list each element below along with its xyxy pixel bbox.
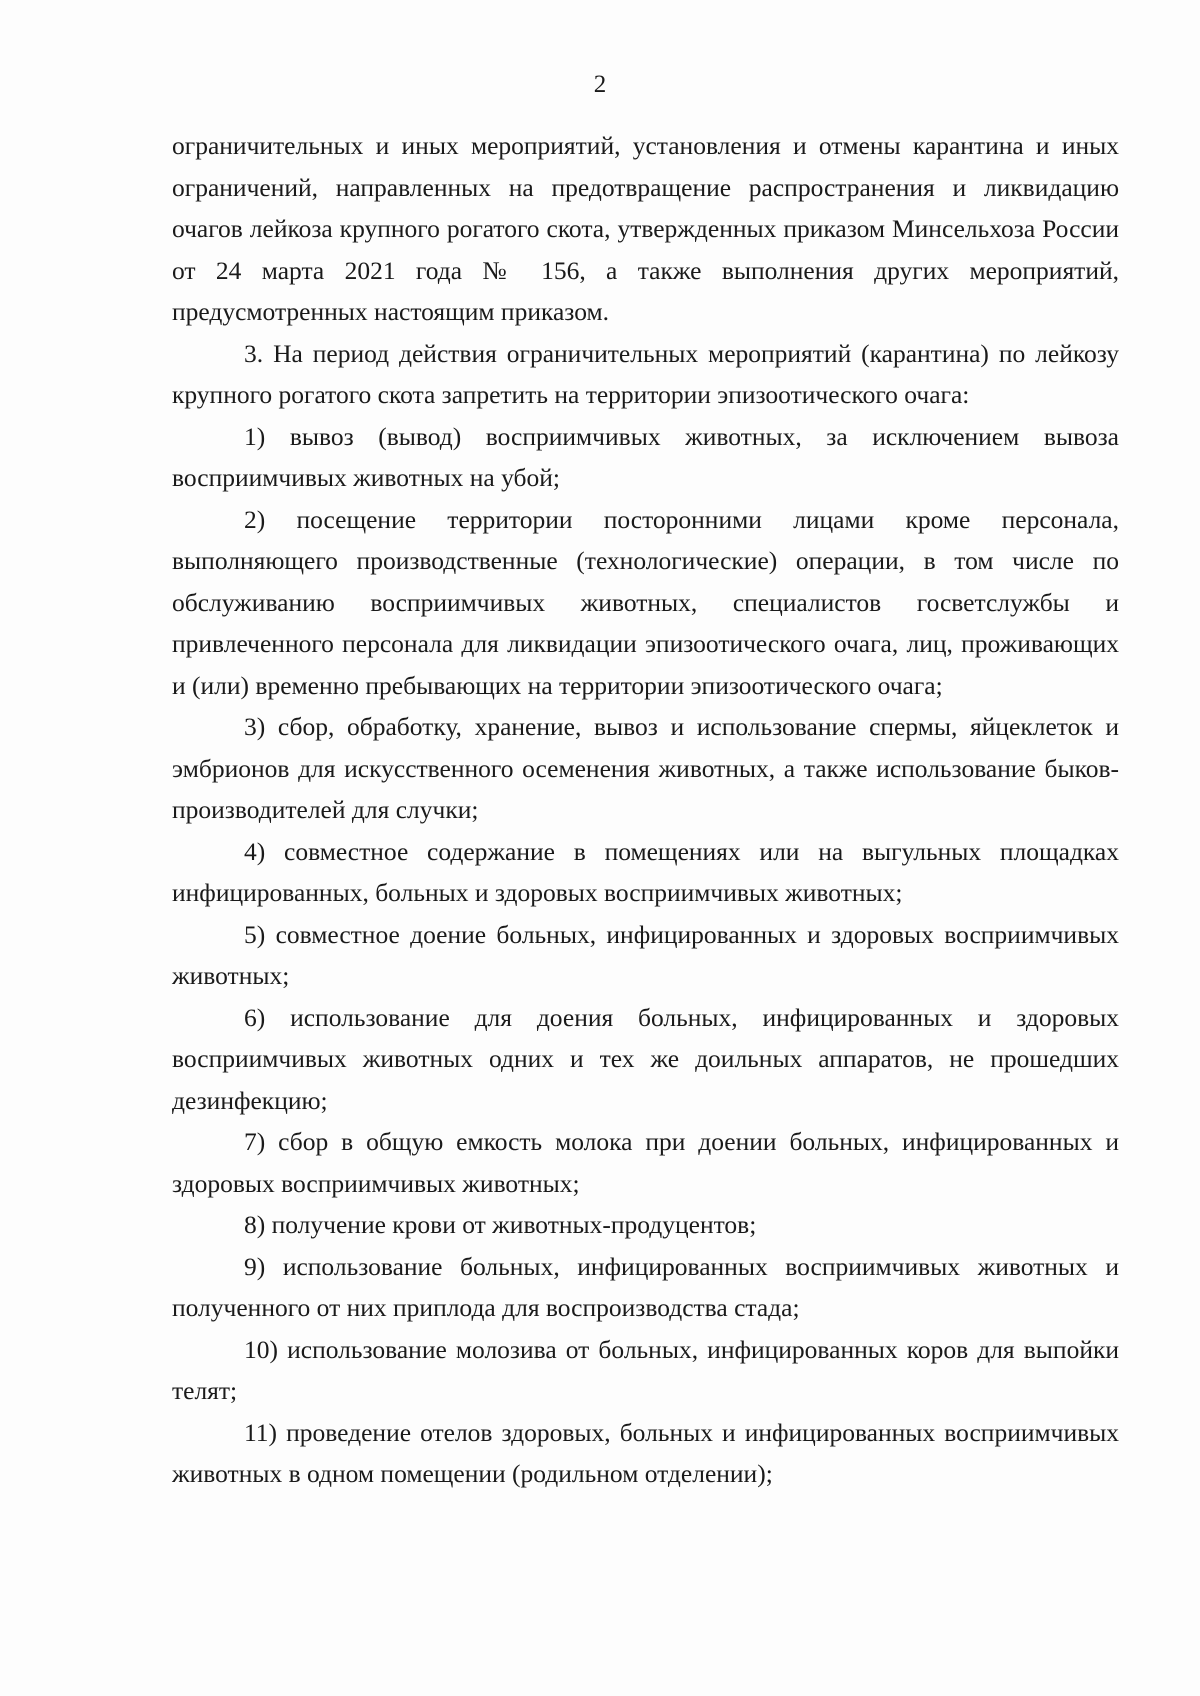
paragraph-text: вывоз (вывод) восприимчивых животных, за исключением вывоза восприимчивых животных на убой; (172, 421, 1119, 492)
paragraph-text: получение крови от животных-продуцентов; (271, 1210, 757, 1239)
page-number: 2 (593, 71, 607, 98)
list-item-9 (172, 1246, 1119, 1329)
item-number: 1) (244, 421, 266, 451)
list-item-7 (172, 1121, 1119, 1204)
item-number: 11) (244, 1417, 278, 1447)
item-number: 5) (244, 919, 266, 949)
list-item-4 (172, 831, 1119, 914)
item-number: 6) (244, 1002, 266, 1032)
item-number: 3) (244, 712, 266, 741)
paragraph-text: использование для доения больных, инфицированных и здоровых восприимчивых животных одних и тех же доильных аппаратов, не прошедших дезинфекцию; (172, 1002, 1120, 1115)
paragraph-text: использование больных, инфицированных восприимчивых животных и полученного от них приплода для воспроизводства стада; (172, 1251, 1119, 1322)
paragraph-item-3 (172, 333, 1119, 416)
paragraph-text: сбор, обработку, хранение, вывоз и использование спермы, яйцеклеток и эмбрионов для искусственного осеменения животных, а также использование быков-производителей для случки; (172, 712, 1119, 824)
item-number: 2) (244, 504, 266, 534)
list-item-1 (172, 416, 1119, 499)
list-item-5 (172, 914, 1119, 997)
list-item-6 (172, 997, 1119, 1122)
item-number: 10) (244, 1334, 278, 1364)
paragraph-text: сбор в общую емкость молока при доении больных, инфицированных и здоровых восприимчивых животных; (172, 1127, 1119, 1198)
item-number: 7) (244, 1127, 266, 1156)
paragraph-text: ограничительных и иных мероприятий, установления и отмены карантина и иных ограничений, направленных на предотвращение распространения и ликвидацию очагов лейкоза крупного рогатого скота, утвержденных приказом Минсельхоза России от 24 марта 2021 года № 156, а также выполнения других мероприятий, предусмотренных настоящим приказом. (172, 131, 1119, 326)
list-item-2 (172, 499, 1119, 707)
item-number: 8) (244, 1210, 266, 1239)
paragraph-text: посещение территории посторонними лицами кроме персонала, выполняющего производственные (технологические) операции, в том числе по обслуживанию восприимчивых животных, специалистов госветслужбы и привлеченного персонала для ликвидации эпизоотического очага, лиц, проживающих и (или) временно пребывающих на территории эпизоотического очага; (172, 504, 1119, 700)
paragraph-text: На период действия ограничительных мероприятий (карантина) по лейкозу крупного рогатого скота запретить на территории эпизоотического очага: (172, 338, 1119, 409)
list-item-8 (172, 1204, 1119, 1246)
paragraph-continuation (172, 125, 1119, 333)
list-item-3 (172, 706, 1119, 831)
paragraph-text: использование молозива от больных, инфицированных коров для выпойки телят; (172, 1334, 1119, 1405)
item-number: 3. (244, 338, 264, 368)
list-item-11 (172, 1412, 1119, 1495)
paragraph-text: совместное содержание в помещениях или на выгульных площадках инфицированных, больных и здоровых восприимчивых животных; (172, 836, 1119, 907)
list-item-10 (172, 1329, 1119, 1412)
paragraph-text: совместное доение больных, инфицированных и здоровых восприимчивых животных; (172, 919, 1120, 990)
item-number: 9) (244, 1251, 266, 1281)
item-number: 4) (244, 836, 266, 866)
paragraph-text: проведение отелов здоровых, больных и инфицированных восприимчивых животных в одном помещении (родильном отделении); (172, 1417, 1120, 1488)
document-body (172, 125, 1119, 1495)
